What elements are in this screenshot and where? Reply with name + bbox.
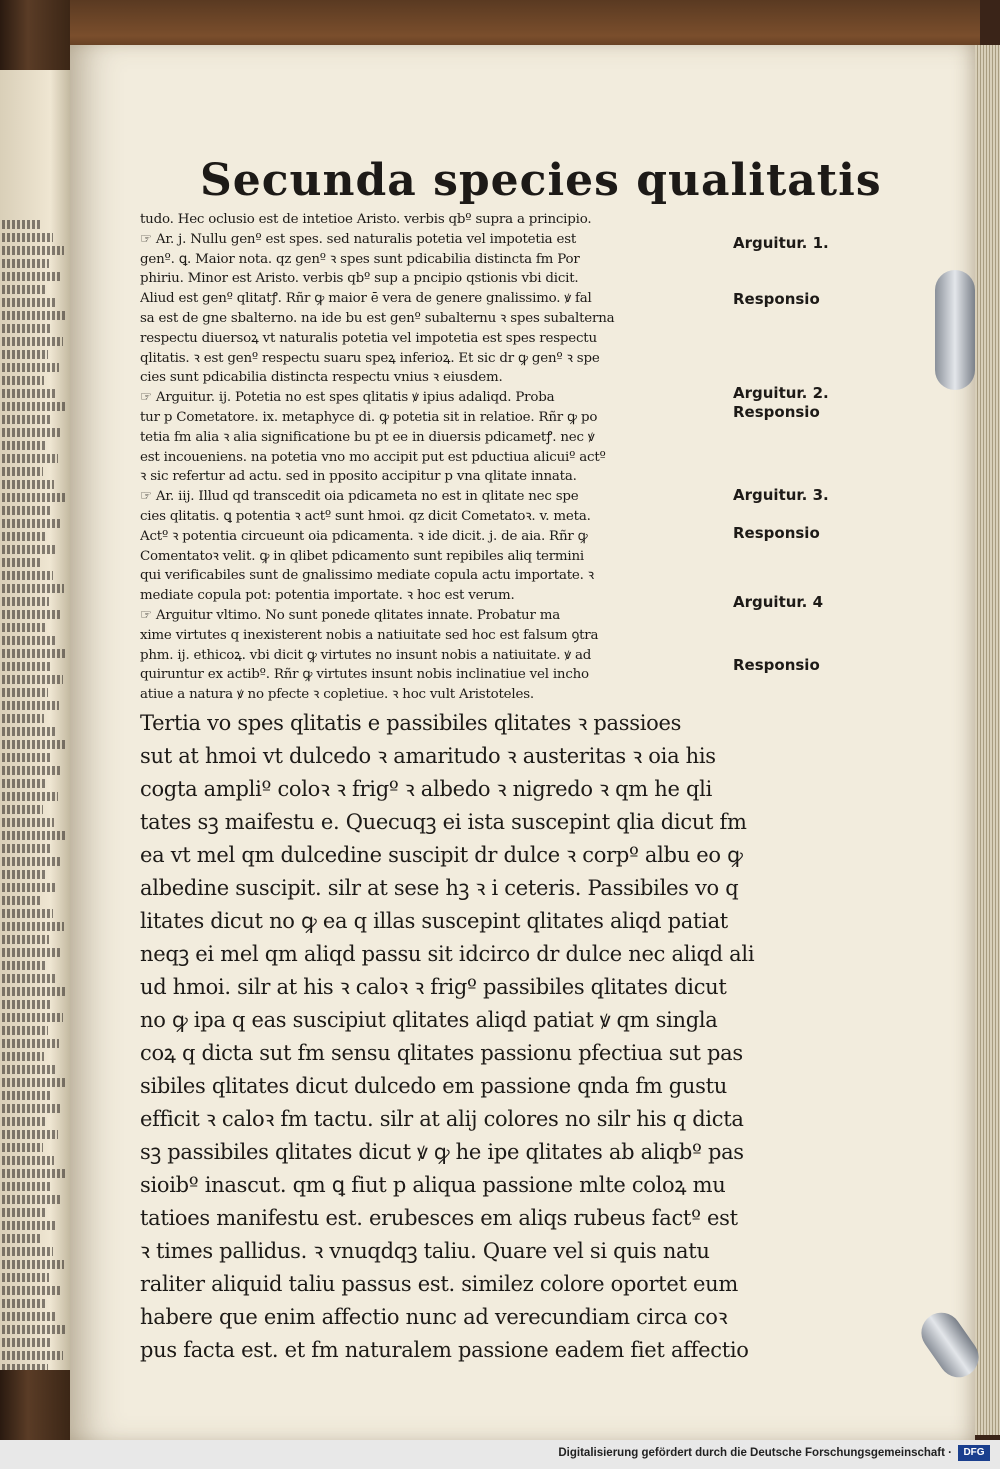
facing-page-text-fragment xyxy=(2,272,60,281)
facing-page-text-fragment xyxy=(2,935,49,944)
facing-page-text-fragment xyxy=(2,363,59,372)
facing-page-text-fragment xyxy=(2,766,62,775)
text-line: raliter aliquid taliu passus est. similez colore oportet eum xyxy=(140,1271,738,1296)
facing-page-text-fragment xyxy=(2,1247,53,1256)
facing-page-text-fragment xyxy=(2,285,45,294)
facing-page-text-fragment xyxy=(2,1221,57,1230)
facing-page-text-fragment xyxy=(2,792,58,801)
facing-page-fragment xyxy=(0,70,72,1370)
facing-page-text-fragment xyxy=(2,1052,44,1061)
text-line: phm. ij. ethicoꝝ. vbi dicit ꝙ virtutes no insunt nobis a natiuitate. ꝟ ad xyxy=(140,647,592,663)
text-line: cogta ampliº coloꝛ ꝛ frigº ꝛ albedo ꝛ nigredo ꝛ qm he qli xyxy=(140,776,712,801)
text-line: neqꝫ ei mel qm aliqd passu sit idcirco dr dulce nec aliqd ali xyxy=(140,941,755,966)
facing-page-text-fragment xyxy=(2,870,46,879)
margin-note-arguitur-4: Arguitur. 4 xyxy=(733,593,824,611)
facing-page-text-fragment xyxy=(2,337,63,346)
facing-page-text-fragment xyxy=(2,441,47,450)
text-line: tatioes manifestu est. erubesces em aliqs rubeus factº est xyxy=(140,1205,738,1230)
text-line: sa est de gne sbalterno. na ide bu est genº subalternu ꝛ spes subalterna xyxy=(140,310,615,326)
facing-page-text-fragment xyxy=(2,519,61,528)
facing-page-text-fragment xyxy=(2,480,54,489)
text-line: Comentatoꝛ velit. ꝙ in qlibet pdicamento sunt repibiles aliq termini xyxy=(140,548,585,564)
text-line: phiriu. Minor est Aristo. verbis qbº sup a pncipio qstionis vbi dicit. xyxy=(140,271,579,287)
facing-page-text-fragment xyxy=(2,844,50,853)
facing-page-text-fragment xyxy=(2,1169,65,1178)
facing-page-text-fragment xyxy=(2,649,67,658)
text-line: no ꝙ ipa q eas suscipiut qlitates aliqd patiat ꝟ qm singla xyxy=(140,1007,718,1032)
text-line: ꝛ sic refertur ad actu. sed in pposito accipitur p vna qlitate innata. xyxy=(140,469,577,485)
text-line: tur p Cometatore. ix. metaphyce di. ꝙ potetia sit in relatioe. Rñr ꝙ po xyxy=(140,409,598,425)
text-line: coꝝ q dicta sut fm sensu qlitates passionu pfectiua sut pas xyxy=(140,1040,743,1065)
text-line: qui verificabiles sunt de gnalissimo mediate copula actu importate. ꝛ xyxy=(140,568,594,584)
margin-note-arguitur-2: Arguitur. 2. xyxy=(733,384,829,402)
text-line: albedine suscipit. silr at sese hꝫ ꝛ i ceteris. Passibiles vo q xyxy=(140,875,739,900)
facing-page-text-fragment xyxy=(2,584,64,593)
text-line: efficit ꝛ caloꝛ fm tactu. silr at alij colores no silr his q dicta xyxy=(140,1106,744,1131)
text-line: quiruntur ex actibº. Rñr ꝙ virtutes insunt nobis inclinatiue vel incho xyxy=(140,667,589,683)
facing-page-text-fragment xyxy=(2,974,56,983)
facing-page-text-fragment xyxy=(2,1143,43,1152)
text-line: ꝛ times pallidus. ꝛ vnuqdqꝫ taliu. Quare vel si quis natu xyxy=(140,1238,710,1263)
facing-page-text-fragment xyxy=(2,857,61,866)
facing-page-text-fragment xyxy=(2,779,47,788)
facing-page-text-fragment xyxy=(2,246,64,255)
facing-page-text-fragment xyxy=(2,1156,54,1165)
facing-page-text-fragment xyxy=(2,415,51,424)
text-line: cies sunt pdicabilia distincta respectu vnius ꝛ eiusdem. xyxy=(140,370,503,386)
text-line: atiue a natura ꝟ no pfecte ꝛ copletiue. ꝛ hoc vult Aristoteles. xyxy=(140,687,534,703)
text-line: qlitatis. ꝛ est genº respectu suaru speꝝ inferioꝝ. Et sic dr ꝙ genº ꝛ spe xyxy=(140,350,600,366)
facing-page-text-fragment xyxy=(2,1065,55,1074)
text-line: est incoueniens. na potetia vno mo accipit put est pductiua alicuiº actº xyxy=(140,449,606,465)
facing-page-text-fragment xyxy=(2,1299,45,1308)
text-line: habere que enim affectio nunc ad verecundiam circa coꝛ xyxy=(140,1304,728,1329)
facing-page-text-fragment xyxy=(2,506,50,515)
facing-page-text-fragment xyxy=(2,1026,48,1035)
facing-page-text-fragment xyxy=(2,532,46,541)
margin-note-responsio-1: Responsio xyxy=(733,290,820,308)
facing-page-text-fragment xyxy=(2,818,54,827)
facing-page-text-fragment xyxy=(2,922,64,931)
text-line: Actº ꝛ potentia circueunt oia pdicamenta. ꝛ ide dicit. j. de aia. Rñr ꝙ xyxy=(140,528,588,544)
facing-page-text-fragment xyxy=(2,1325,67,1334)
text-line: ud hmoi. silr at his ꝛ caloꝛ ꝛ frigº passibiles qlitates dicut xyxy=(140,974,727,999)
facing-page-text-fragment xyxy=(2,389,55,398)
facing-page-text-fragment xyxy=(2,688,48,697)
facing-page-text-fragment xyxy=(2,610,60,619)
text-line: xime virtutes q inexisterent nobis a natiuitate sed hoc est falsum ꝯtra xyxy=(140,627,599,643)
text-line: pus facta est. et fm naturalem passione eadem fiet affectio xyxy=(140,1337,749,1362)
page-heading: Secunda species qualitatis xyxy=(200,155,882,206)
facing-page-text-fragment xyxy=(2,1195,61,1204)
facing-page-text-fragment xyxy=(2,714,44,723)
facing-page-text-fragment xyxy=(2,311,67,320)
margin-note-responsio-3: Responsio xyxy=(733,524,820,542)
margin-note-responsio-2: Responsio xyxy=(733,403,820,421)
facing-page-text-fragment xyxy=(2,805,43,814)
margin-note-responsio-4: Responsio xyxy=(733,656,820,674)
facing-page-text-fragment xyxy=(2,1364,48,1370)
facing-page-text-fragment xyxy=(2,623,45,632)
facing-page-text-fragment xyxy=(2,636,56,645)
facing-page-text-fragment xyxy=(2,571,53,580)
facing-page-text-fragment xyxy=(2,831,65,840)
facing-page-text-fragment xyxy=(2,597,49,606)
facing-page-text-fragment xyxy=(2,1312,56,1321)
facing-page-text-fragment xyxy=(2,987,67,996)
facing-page-text-fragment xyxy=(2,883,57,892)
facing-page-text-fragment xyxy=(2,259,49,268)
facing-page-text-fragment xyxy=(2,467,43,476)
facing-page-text-fragment xyxy=(2,675,63,684)
facing-page-text-fragment xyxy=(2,909,53,918)
text-line: tudo. Hec oclusio est de intetioe Aristo. verbis qbº supra a principio. xyxy=(140,212,592,227)
facing-page-text-fragment xyxy=(2,1091,51,1100)
facing-page-text-fragment xyxy=(2,701,59,710)
facing-page-text-fragment xyxy=(2,662,52,671)
text-line: litates dicut no ꝙ ea q illas suscepint qlitates aliqd patiat xyxy=(140,908,728,933)
facing-page-text-fragment xyxy=(2,1273,49,1282)
page-block-edge xyxy=(975,45,1000,1435)
argument-3-paragraph xyxy=(140,487,860,606)
dfg-logo-icon: DFG xyxy=(958,1445,990,1461)
facing-page-text-fragment xyxy=(2,1000,52,1009)
facing-page-text-fragment xyxy=(2,727,55,736)
facing-page-text-fragment xyxy=(2,1260,64,1269)
text-line: sꝫ passibiles qlitates dicut ꝟ ꝙ he ipe qlitates ab aliqbº pas xyxy=(140,1139,744,1164)
page-clip-top xyxy=(935,270,975,390)
facing-page-text-fragment xyxy=(2,233,53,242)
text-line: sut at hmoi vt dulcedo ꝛ amaritudo ꝛ austeritas ꝛ oia his xyxy=(140,743,716,768)
facing-page-text-fragment xyxy=(2,324,52,333)
facing-page-text-fragment xyxy=(2,1104,62,1113)
text-line: ☞ Arguitur vltimo. No sunt ponede qlitates innate. Probatur ma xyxy=(140,607,560,623)
facing-page-text-fragment xyxy=(2,1130,58,1139)
text-line: mediate copula pot: potentia importate. ꝛ hoc est verum. xyxy=(140,588,515,604)
facing-page-text-fragment xyxy=(2,298,56,307)
facing-page-text-fragment xyxy=(2,753,51,762)
text-line: Tertia vo spes qlitatis e passibiles qlitates ꝛ passioes xyxy=(140,710,682,735)
margin-note-arguitur-3: Arguitur. 3. xyxy=(733,486,829,504)
facing-page-text-fragment xyxy=(2,376,44,385)
text-line: respectu diuersoꝝ vt naturalis potetia vel impotetia est spes respectu xyxy=(140,330,597,346)
footer-bar xyxy=(0,1440,1000,1469)
text-block xyxy=(140,155,882,1367)
facing-page-text-fragment xyxy=(2,1013,63,1022)
facing-page-text-fragment xyxy=(2,558,42,567)
facing-page-text-fragment xyxy=(2,1182,50,1191)
facing-page-text-fragment xyxy=(2,1208,46,1217)
facing-page-text-fragment xyxy=(2,454,58,463)
facing-page-text-fragment xyxy=(2,220,42,229)
facing-page-text-fragment xyxy=(2,961,45,970)
main-text-paragraph xyxy=(140,707,860,1367)
facing-page-text-fragment xyxy=(2,545,57,554)
facing-page-text-fragment xyxy=(2,948,60,957)
text-line: ea vt mel qm dulcedine suscipit dr dulce ꝛ corpº albu eo ꝙ xyxy=(140,842,743,867)
margin-note-arguitur-1: Arguitur. 1. xyxy=(733,234,829,252)
facing-page-text-fragment xyxy=(2,740,66,749)
facing-page-text-fragment xyxy=(2,493,65,502)
facing-page-text-fragment xyxy=(2,1234,42,1243)
facing-page-text-fragment xyxy=(2,1078,66,1087)
text-line: ☞ Arguitur. ij. Potetia no est spes qlitatis ꝟ ipius adaliqd. Proba xyxy=(140,390,555,406)
facing-page-text-fragment xyxy=(2,896,42,905)
facing-page-text-fragment xyxy=(2,1117,47,1126)
facing-page-text-fragment xyxy=(2,1039,59,1048)
funding-credit: Digitalisierung gefördert durch die Deutsche Forschungsgemeinschaft · xyxy=(558,1447,952,1459)
text-line: sibiles qlitates dicut dulcedo em passione qnda fm gustu xyxy=(140,1073,727,1098)
text-line: cies qlitatis. ꝗ potentia ꝛ actº sunt hmoi. qz dicit Cometatoꝛ. v. meta. xyxy=(140,508,591,524)
text-line: ☞ Ar. j. Nullu genº est spes. sed naturalis potetia vel impotetia est xyxy=(140,231,577,247)
text-line: tates sꝫ maifestu e. Quecuqꝫ ei ista suscepint qlia dicut fm xyxy=(140,809,747,834)
text-line: Aliud est genº qlitatꝭ. Rñr ꝙ maior ē vera de genere gnalissimo. ꝟ fal xyxy=(140,291,592,307)
facing-page-text-fragment xyxy=(2,428,62,437)
facing-page-text-fragment xyxy=(2,1286,60,1295)
text-line: sioibº inascut. qm ꝗ fiut p aliqua passione mlte coloꝝ mu xyxy=(140,1172,726,1197)
facing-page-text-fragment xyxy=(2,1351,63,1360)
text-line: ☞ Ar. iij. Illud qd transcedit oia pdicameta no est in qlitate nec spe xyxy=(140,489,579,505)
facing-page-text-fragment xyxy=(2,402,66,411)
facing-page-text-fragment xyxy=(2,350,48,359)
facing-page-text-fragment xyxy=(2,1338,52,1347)
text-line: genº. ꝗ. Maior nota. qz genº ꝛ spes sunt pdicabilia distincta fm Por xyxy=(140,251,580,267)
text-line: tetia fm alia ꝛ alia significatione bu pt ee in diuersis pdicametꝭ. nec ꝟ xyxy=(140,429,595,445)
